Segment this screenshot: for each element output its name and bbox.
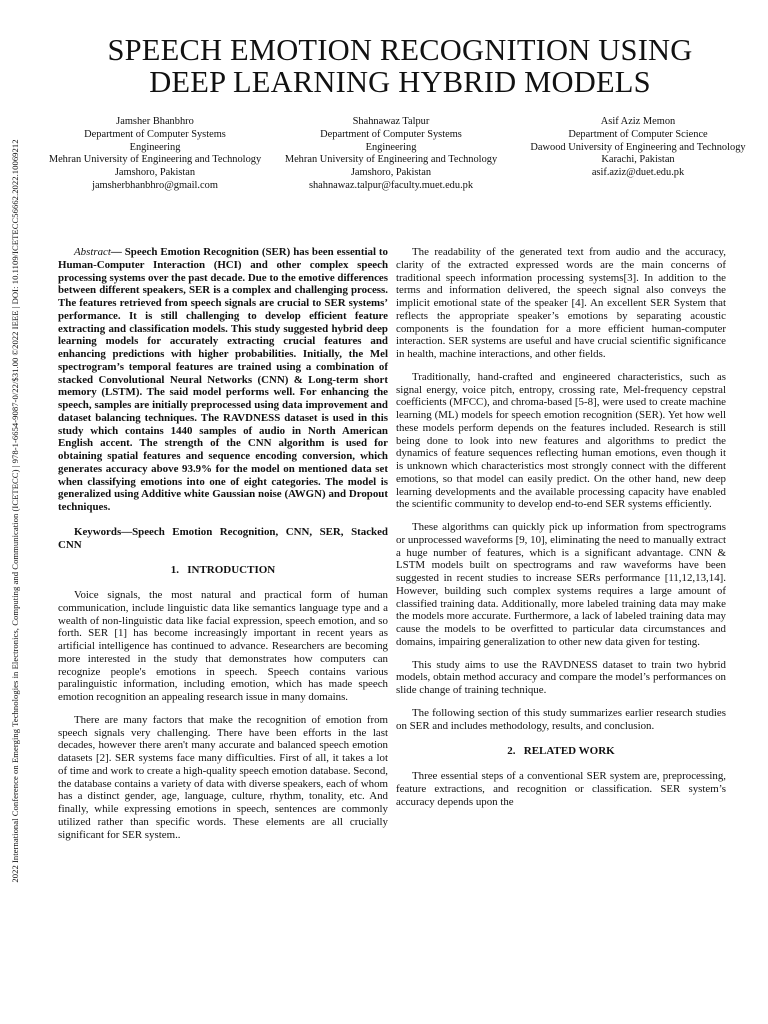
- author-name: Shahnawaz Talpur: [352, 116, 430, 127]
- author-email: asif.aziz@duet.edu.pk: [591, 167, 685, 179]
- paragraph: Voice signals, the most natural and practical form of human communication, include linguistic data like semantics language type and a wealth of non-linguistic data like facial expression, speech emotion, and so forth. SER [1] has become increasingly important in recent years as artificial intelligence has continued to advance. Researchers are becoming more interested in the study that demonstrates how computers can recognize people's emotions in speech. Speech contains various paralinguistic information, including emotion, which has made speech emotion recognition an appealing research issue in many domains.: [58, 589, 388, 703]
- doi-sidebar-text: 2022 International Conference on Emerging Technologies in Electronics, Computing and Communication (ICETECC) | 978-1-6654-9087-0/22/$31.00 ©2022 IEEE | DOI: 10.1109/ICETECC56662.2022.10069212: [10, 139, 20, 883]
- paragraph: These algorithms can quickly pick up information from spectrograms or unprocessed waveforms [9, 10], eliminating the need to manually extract a huge number of features, which is a significant advantage. CNN & LSTM models built on spectrograms and raw waveforms have been suggested in recent studies to increase SERs performance [11,12,13,14]. However, building such complex systems requires a large amount of classified training data. Additionally, more labeled training data may make the models more accurate. Furthermore, a lack of labeled training data may cause the models to be overfitted to particular data circumstances and domains, impairing generalization to other new data given for testing.: [396, 521, 726, 648]
- left-column: [58, 246, 388, 851]
- section-title-initial: R: [523, 745, 532, 758]
- title-line-1: SPEECH EMOTION RECOGNITION USING: [107, 33, 693, 67]
- section-title-rest: NTRODUCTION: [191, 564, 276, 577]
- author-1: [40, 116, 270, 193]
- author-email: shahnawaz.talpur@faculty.muet.edu.pk: [308, 179, 474, 191]
- doi-sidebar: [4, 96, 26, 926]
- author-location: Jamshoro, Pakistan: [114, 167, 196, 179]
- author-univ: Mehran University of Engineering and Technology: [284, 154, 498, 166]
- abstract: [58, 246, 388, 514]
- paper-title: [40, 34, 760, 98]
- right-column: [396, 246, 726, 818]
- author-univ: Dawood University of Engineering and Technology: [530, 141, 746, 153]
- section-number: 2.: [507, 745, 516, 758]
- author-dept: Department of Computer Science: [568, 128, 708, 140]
- title-line-2: DEEP LEARNING HYBRID MODELS: [149, 65, 651, 99]
- author-2: [272, 116, 510, 193]
- section-heading-related-work: [396, 745, 726, 758]
- author-email: jamsherbhanbhro@gmail.com: [92, 179, 218, 191]
- abstract-text: — Speech Emotion Recognition (SER) has been essential to Human-Computer Interaction (HCI) and other complex speech processing systems over the past decade. Due to the emotive differences between different speakers, SER is a complex and challenging process. The features retrieved from speech signals are crucial to SER systems’ performance. It is still challenging to develop efficient feature extracting and classification models. This study suggested hybrid deep learning models for accurately extracting crucial features and enhancing predictions with higher probabilities. Initially, the Mel spectrogram’s temporal features are trained using a combination of stacked Convolutional Neural Networks (CNN) & Long-term short memory (LSTM). The said model performs well. For enhancing the speech, samples are initially preprocessed using data improvement and dataset balancing techniques. The RAVDNESS dataset is used in this study which contains 1440 samples of audio in North American English accent. The strength of the CNN algorithm is used for obtaining spatial features and sequence encoding conversion, which generates accuracy above 93.9% for the model on mentioned data set when classifying emotions into one of eight categories. The model is generalized using Additive white Gaussian noise (AWGN) and Dropout techniques.: [58, 246, 388, 513]
- author-name: Jamsher Bhanbhro: [116, 116, 194, 127]
- paragraph: There are many factors that make the recognition of emotion from speech signals very challenging. There have been efforts in the last decades, however there aren't many accurate and balanced speech emotion datasets [2]. SER systems face many difficulties. First of all, it takes a lot of time and work to create a high-quality speech emotion database. Second, the database contains a variety of data with diverse speakers, each of whom has a distinct gender, age, language, culture, rhythm, tonality, etc. And finally, while expressing emotions in speech, sentences are commonly utilized rather than specific words. These elements are all crucially significant for SER system..: [58, 713, 388, 841]
- author-dept: Department of Computer Systems Engineering: [320, 128, 462, 153]
- author-location: Jamshoro, Pakistan: [350, 167, 432, 179]
- author-univ: Mehran University of Engineering and Technology: [48, 154, 262, 166]
- abstract-label: Abstract: [74, 246, 111, 258]
- author-location: Karachi, Pakistan: [601, 154, 675, 166]
- section-title-initial: I: [187, 564, 192, 577]
- paragraph: Three essential steps of a conventional SER system are, preprocessing, feature extractions, and recognition or classification. SER system’s accuracy depends upon the: [396, 770, 726, 808]
- author-3: [518, 116, 758, 180]
- section-title-rest: ELATED WORK: [531, 745, 615, 758]
- paragraph: Traditionally, hand-crafted and engineered characteristics, such as signal energy, voice pitch, entropy, crossing rate, Mel-frequency cepstral coefficients (MFCC), and chroma-based [5-8], were used to create machine learning (ML) models for speech emotion recognition (SER). Yet how well these models perform depends on the features included. Research is still being done to look into new features and algorithms to predict the dynamics of feature sequences reflecting human emotions, even though it is unknown which characteristics most strongly connect with the different emotions, so that model can easily predict. On the other hand, new deep learning developments and the available processing capacity have enabled the scientific community to develop end-to-end SER systems efficiently.: [396, 370, 726, 511]
- paragraph: This study aims to use the RAVDNESS dataset to train two hybrid models, obtain method accuracy and compare the model’s performances on slide change of training technique.: [396, 658, 726, 696]
- section-number: 1.: [170, 564, 179, 577]
- paragraph: The readability of the generated text from audio and the accuracy, clarity of the extracted expressed words are the main concerns of traditional speech information processing systems[3]. In addition to the terms and information delivered, the speech signal also conveys the implicit emotional state of the speaker [4]. An excellent SER System that reflects the appropriate speaker’s emotions by separating acoustic components is the foundation for a more efficient human-computer interaction. SER systems are useful and have crucial scientific significance in health, machine interactions, and other fields.: [396, 246, 726, 360]
- author-name: Asif Aziz Memon: [600, 116, 676, 127]
- paragraph: The following section of this study summarizes earlier research studies on SER and includes methodology, results, and conclusion.: [396, 706, 726, 732]
- author-dept: Department of Computer Systems Engineering: [84, 128, 226, 153]
- section-heading-introduction: [58, 564, 388, 577]
- keywords: Keywords—Speech Emotion Recognition, CNN, SER, Stacked CNN: [58, 525, 388, 551]
